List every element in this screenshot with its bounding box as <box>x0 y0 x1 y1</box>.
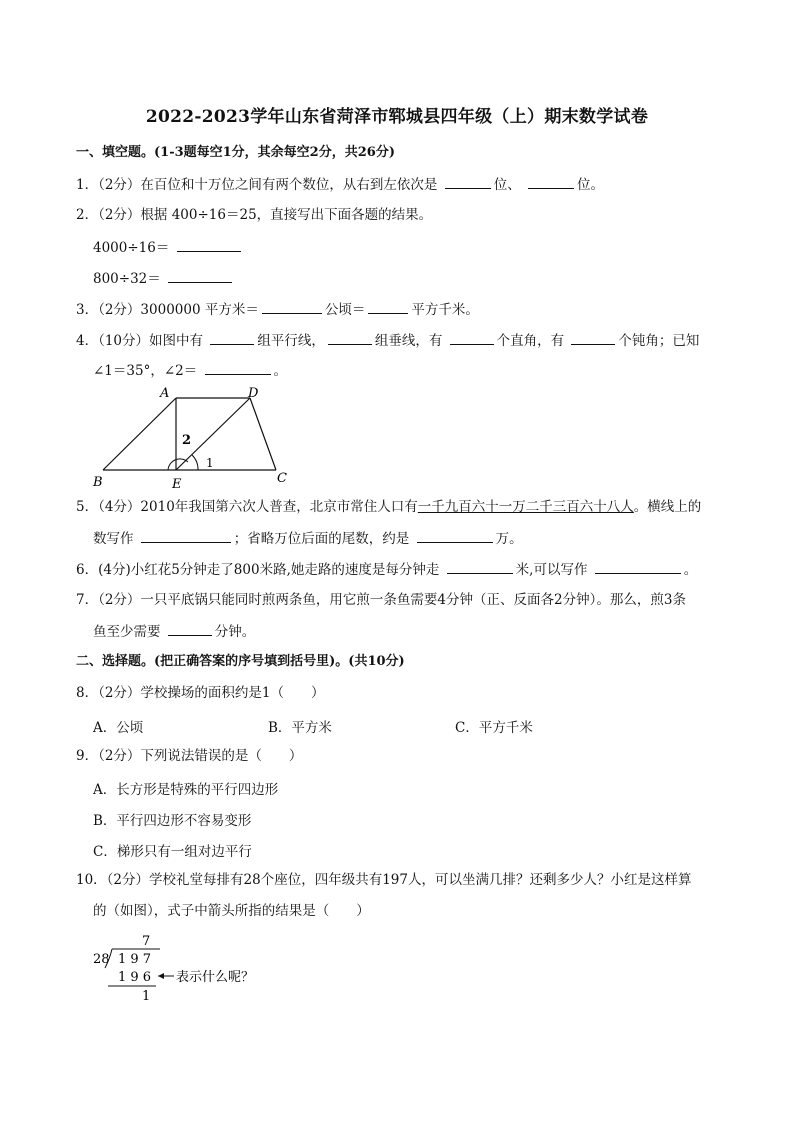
dividend: 1 9 7 <box>118 952 152 967</box>
question-6: 6．(4分)小红花5分钟走了800米路,她走路的速度是每分钟走 米,可以写作 。 <box>76 562 698 578</box>
question-5-line-1: 5．（4分）2010年我国第六次人普查，北京市常住人口有一千九百六十一万二千三百六十八人。横线上的 <box>76 499 702 515</box>
question-7-line-2: 鱼至少需要 分钟。 <box>93 624 256 640</box>
answer-blank[interactable] <box>205 361 271 375</box>
question-9: 9．（2分）下列说法错误的是（ ） <box>76 748 303 764</box>
label-angle-2: 2 <box>182 433 192 448</box>
trapezoid-figure <box>88 382 298 494</box>
segment-dc <box>250 398 276 470</box>
divisor: 28 <box>93 952 110 967</box>
section-choice-header: 二、选择题。(把正确答案的序号填到括号里)。(共10分) <box>76 654 405 669</box>
underlined-number-text: 一千九百六十一万二千三百六十八人 <box>417 499 634 515</box>
answer-blank[interactable] <box>177 238 241 252</box>
remainder: 1 <box>142 989 151 1004</box>
option-b[interactable]: B．平方米 <box>268 720 332 736</box>
answer-blank[interactable] <box>168 622 212 636</box>
label-a: A <box>160 386 170 401</box>
answer-blank[interactable] <box>368 300 408 314</box>
arrow-head-icon <box>158 973 164 979</box>
label-b: B <box>93 475 103 490</box>
page-title: 2022-2023学年山东省菏泽市郓城县四年级（上）期末数学试卷 <box>145 107 649 127</box>
question-10-line-2: 的（如图），式子中箭头所指的结果是（ ） <box>93 903 370 919</box>
option-c[interactable]: C．平方千米 <box>455 720 533 736</box>
option-c[interactable]: C．梯形只有一组对边平行 <box>93 844 252 860</box>
answer-blank[interactable] <box>571 331 615 345</box>
arrow-label: 表示什么呢？ <box>176 970 255 985</box>
question-4-line-1: 4．（10分）如图中有 组平行线， 组垂线，有 个直角，有 个钝角；已知 <box>76 333 700 349</box>
answer-blank[interactable] <box>528 175 574 189</box>
answer-blank[interactable] <box>168 269 232 283</box>
question-1: 1．（2分）在百位和十万位之间有两个数位，从右到左依次是 位、 位。 <box>76 177 605 193</box>
question-7-line-1: 7．（2分）一只平底锅只能同时煎两条鱼，用它煎一条鱼需要4分钟（正、反面各2分钟）。那么，煎3条 <box>76 592 686 608</box>
label-d: D <box>248 386 259 401</box>
answer-blank[interactable] <box>595 560 681 574</box>
label-angle-1: 1 <box>206 456 214 470</box>
question-10-line-1: 10．（2分）学校礼堂每排有28个座位，四年级共有197人，可以坐满几排？还剩多少人？小红是这样算 <box>76 872 692 888</box>
answer-blank[interactable] <box>445 175 491 189</box>
answer-blank[interactable] <box>447 560 513 574</box>
answer-blank[interactable] <box>262 300 322 314</box>
angle-arc-1 <box>192 455 198 470</box>
question-2b: 800÷32＝ <box>93 269 235 288</box>
question-8: 8．（2分）学校操场的面积约是1（ ） <box>76 685 325 701</box>
option-a[interactable]: A．长方形是特殊的平行四边形 <box>93 782 279 798</box>
question-5-line-2: 数写作 ；省略万位后面的尾数，约是 万。 <box>93 531 523 547</box>
segment-ab <box>103 398 176 470</box>
question-3: 3．（2分）3000000 平方米＝ 公顷＝ 平方千米。 <box>76 302 479 318</box>
answer-blank[interactable] <box>417 529 493 543</box>
quotient: 7 <box>142 934 151 949</box>
question-2a: 4000÷16＝ <box>93 238 244 257</box>
answer-blank[interactable] <box>141 529 231 543</box>
answer-blank[interactable] <box>210 331 254 345</box>
answer-blank[interactable] <box>328 331 372 345</box>
product: 1 9 6 <box>118 970 152 985</box>
question-2: 2．（2分）根据 400÷16＝25，直接写出下面各题的结果。 <box>76 207 433 223</box>
long-division-figure <box>88 930 288 1006</box>
answer-blank[interactable] <box>450 331 494 345</box>
question-4-line-2: ∠1＝35°，∠2＝ 。 <box>93 363 288 379</box>
option-a[interactable]: A．公顷 <box>93 720 144 736</box>
option-b[interactable]: B．平行四边形不容易变形 <box>93 813 252 829</box>
label-c: C <box>277 471 287 486</box>
section-fill-in-header: 一、填空题。(1-3题每空1分，其余每空2分，共26分) <box>76 145 395 160</box>
label-e: E <box>172 477 182 492</box>
